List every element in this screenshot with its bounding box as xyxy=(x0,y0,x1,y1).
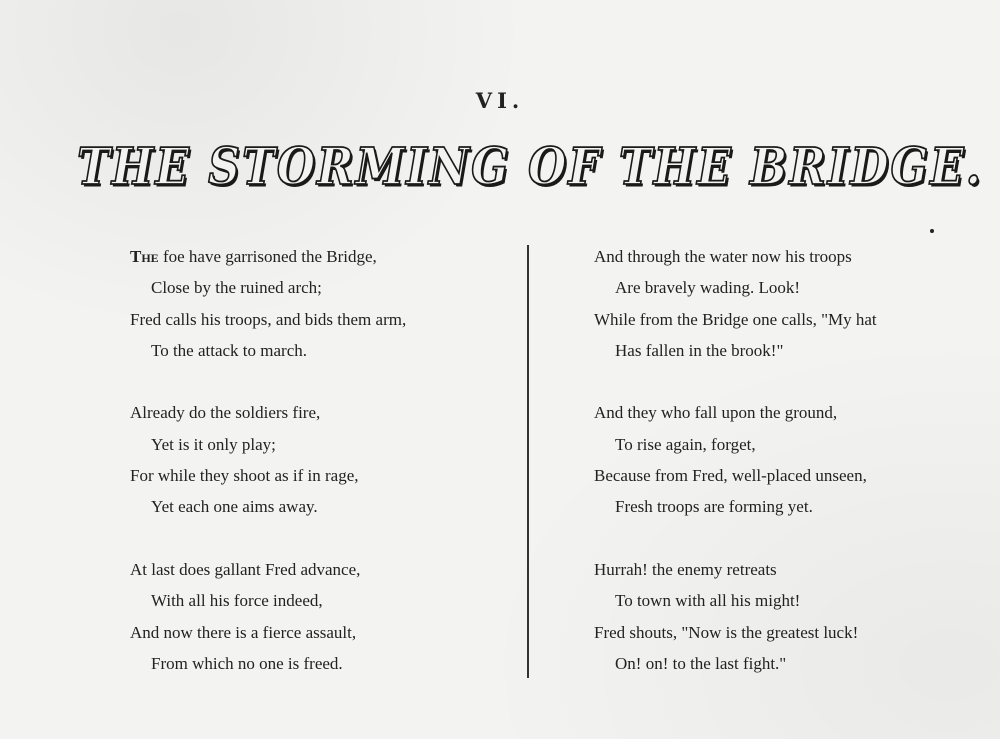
poem-line: Yet is it only play; xyxy=(151,434,276,454)
poem-line: For while they shoot as if in rage, xyxy=(130,466,359,486)
poem-line: Fred calls his troops, and bids them arm, xyxy=(130,309,407,329)
poem-line: To rise again, forget, xyxy=(615,434,756,454)
column-divider xyxy=(527,245,529,678)
poem-line: To the attack to march. xyxy=(151,340,307,360)
poem-line: At last does gallant Fred advance, xyxy=(130,559,361,579)
poem-line: With all his force indeed, xyxy=(151,591,323,611)
poem-line: From which no one is freed. xyxy=(151,653,343,673)
poem-line: Fred shouts, "Now is the greatest luck! xyxy=(594,622,859,642)
poem-line: Hurrah! the enemy retreats xyxy=(594,559,777,579)
poem-line: To town with all his might! xyxy=(615,591,801,611)
poem-line xyxy=(130,241,520,272)
poem-line: Close by the ruined arch; xyxy=(151,278,322,298)
poem-line: Has fallen in the brook!" xyxy=(615,340,784,360)
poem-left-column xyxy=(130,241,520,679)
ink-speck xyxy=(930,229,934,233)
poem-line: Yet each one aims away. xyxy=(151,497,318,517)
poem-line: And they who fall upon the ground, xyxy=(594,403,838,423)
chapter-number: VI. xyxy=(475,88,525,113)
poem-line: On! on! to the last fight." xyxy=(615,653,787,673)
stanza-6 xyxy=(594,554,994,679)
first-word: The xyxy=(130,247,159,266)
poem-line: And through the water now his troops xyxy=(594,247,852,266)
stanza-4 xyxy=(594,241,994,366)
stanza-5 xyxy=(594,397,994,522)
chapter-title: THE STORMING OF THE BRIDGE. xyxy=(77,138,983,197)
poem-line: While from the Bridge one calls, "My hat xyxy=(594,309,877,329)
stanza-3 xyxy=(130,554,520,679)
stanza-1 xyxy=(130,241,520,366)
poem-line: And now there is a fierce assault, xyxy=(130,622,357,642)
poem-line: Are bravely wading. Look! xyxy=(615,278,801,298)
poem-line: Fresh troops are forming yet. xyxy=(615,497,813,517)
poem-line: Because from Fred, well-placed unseen, xyxy=(594,466,867,486)
poem-line: Already do the soldiers fire, xyxy=(130,403,321,423)
first-line-rest: foe have garrisoned the Bridge, xyxy=(158,247,377,266)
stanza-2 xyxy=(130,397,520,522)
poem-right-column xyxy=(594,241,994,679)
